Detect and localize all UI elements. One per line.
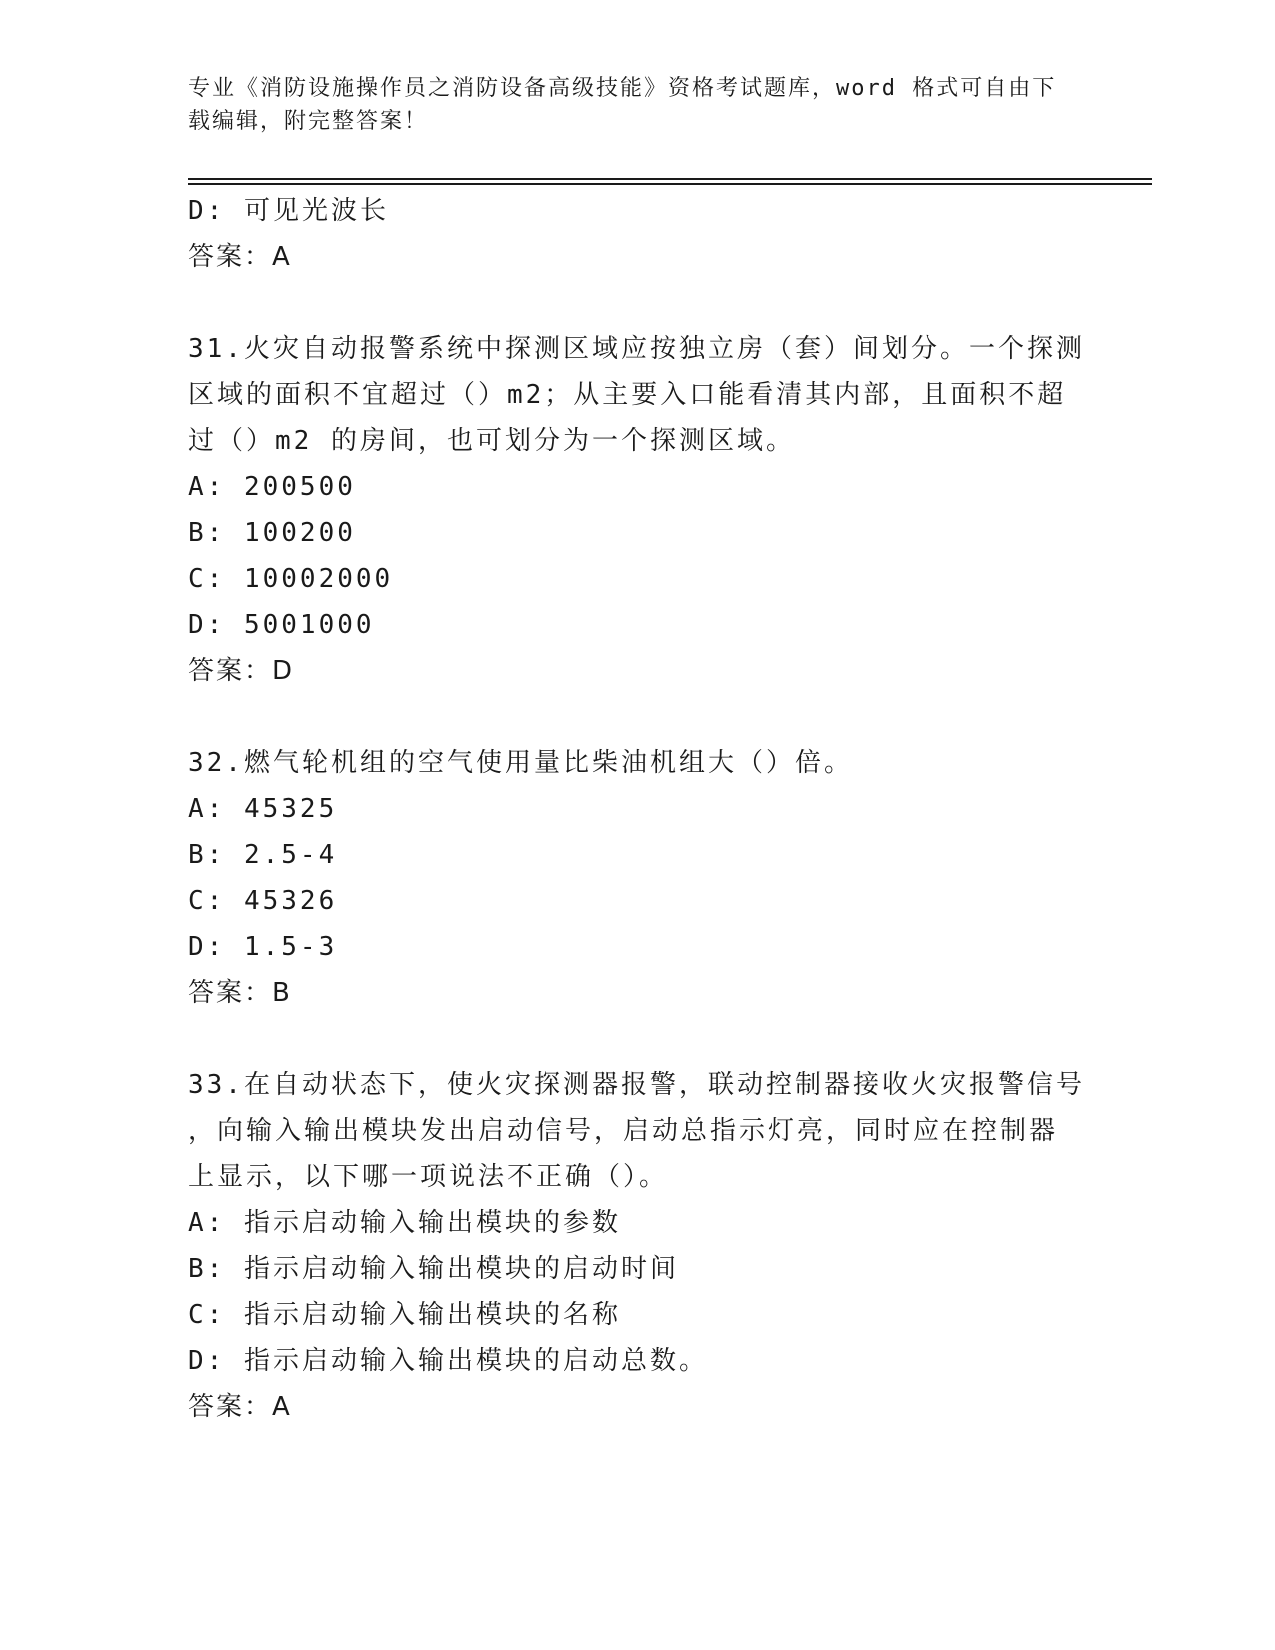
question-31-option-b: B: 100200: [188, 518, 356, 548]
question-33-line-2: ，向输入输出模块发出启动信号，启动总指示灯亮，同时应在控制器: [188, 1116, 1059, 1146]
spacer: [188, 280, 1088, 326]
question-content: [188, 188, 1088, 1430]
header-line-1: 专业《消防设施操作员之消防设备高级技能》资格考试题库，word 格式可自由下: [188, 76, 1057, 101]
question-31-line-3: 过（）m2 的房间，也可划分为一个探测区域。: [188, 426, 795, 456]
question-33-option-c: C: 指示启动输入输出模块的名称: [188, 1300, 621, 1330]
question-33-line-1: 33.在自动状态下，使火灾探测器报警，联动控制器接收火灾报警信号: [188, 1070, 1085, 1100]
question-31-option-d: D: 5001000: [188, 610, 375, 640]
question-32-option-d: D: 1.5-3: [188, 932, 338, 962]
prev-answer: 答案：A: [188, 242, 292, 272]
question-33-line-3: 上显示，以下哪一项说法不正确（）。: [188, 1162, 669, 1192]
question-32-line-1: 32.燃气轮机组的空气使用量比柴油机组大（）倍。: [188, 748, 853, 778]
question-32-option-b: B: 2.5-4: [188, 840, 338, 870]
question-31-line-1: 31.火灾自动报警系统中探测区域应按独立房（套）间划分。一个探测: [188, 334, 1085, 364]
question-33-text: [188, 1062, 1088, 1200]
question-32-option-c: C: 45326: [188, 886, 338, 916]
question-33-option-b: B: 指示启动输入输出模块的启动时间: [188, 1254, 679, 1284]
question-31-line-2: 区域的面积不宜超过（）m2；从主要入口能看清其内部，且面积不超: [188, 380, 1067, 410]
question-31-option-c: C: 10002000: [188, 564, 394, 594]
header-line-2: 载编辑，附完整答案！: [188, 109, 429, 134]
question-33-answer: 答案：A: [188, 1392, 292, 1422]
question-32-text: [188, 740, 1088, 786]
header-divider-bottom: [188, 183, 1152, 185]
question-33-option-d: D: 指示启动输入输出模块的启动总数。: [188, 1346, 708, 1376]
question-31-text: [188, 326, 1088, 464]
document-header: [188, 72, 1068, 138]
spacer: [188, 1016, 1088, 1062]
prev-option-d: D: 可见光波长: [188, 196, 389, 226]
question-31-answer: 答案：D: [188, 656, 295, 686]
question-32-option-a: A: 45325: [188, 794, 338, 824]
spacer: [188, 694, 1088, 740]
question-32: [188, 740, 1088, 1016]
question-33-option-a: A: 指示启动输入输出模块的参数: [188, 1208, 621, 1238]
question-33: [188, 1062, 1088, 1430]
header-divider-top: [188, 178, 1152, 180]
question-31: [188, 326, 1088, 694]
question-32-answer: 答案：B: [188, 978, 292, 1008]
question-31-option-a: A: 200500: [188, 472, 356, 502]
